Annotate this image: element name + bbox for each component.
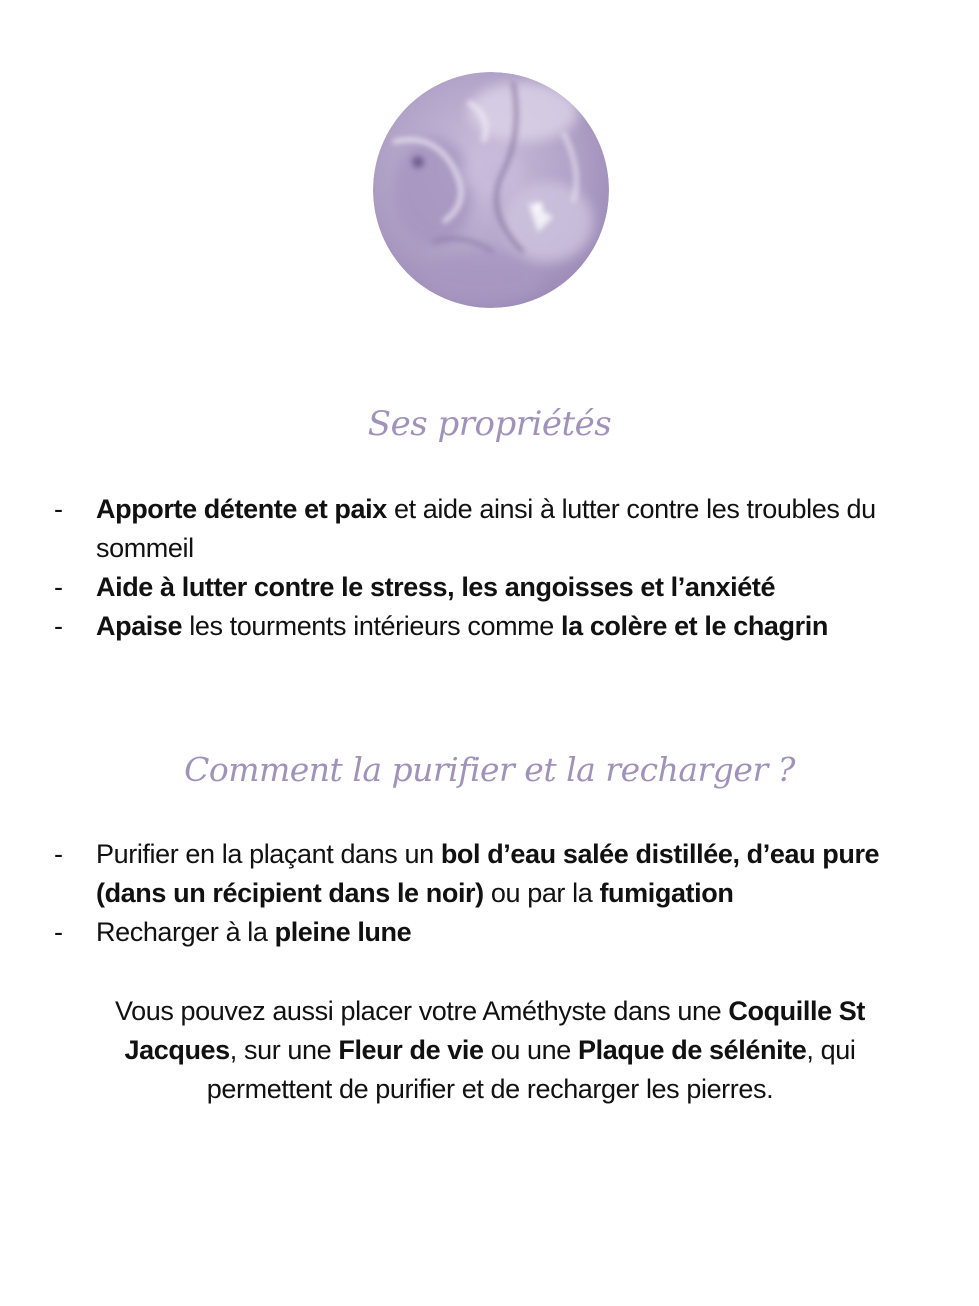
amethyst-stone-icon: [373, 72, 609, 308]
bold-text: pleine lune: [274, 917, 412, 947]
paragraph-text: Vous pouvez aussi placer votre Améthyste dans une: [115, 996, 729, 1026]
bold-text: Apporte détente et paix: [96, 494, 387, 524]
paragraph-text: , qui permettent de purifier et de recharger les pierres.: [206, 1035, 856, 1104]
list-dash: -: [54, 494, 63, 524]
closing-paragraph: [60, 992, 920, 1109]
list-item: [0, 913, 979, 952]
list-text: et aide ainsi à lutter contre les troubles du sommeil: [96, 494, 876, 563]
list-text: Purifier en la plaçant dans un: [96, 839, 441, 869]
properties-list: [0, 490, 979, 646]
bold-text: Plaque de sélénite: [578, 1035, 807, 1065]
list-dash: -: [54, 611, 63, 641]
paragraph-text: , sur une: [229, 1035, 339, 1065]
list-item: [0, 490, 979, 568]
purify-list: [0, 835, 979, 952]
bold-text: fumigation: [599, 878, 734, 908]
list-item: [0, 607, 979, 646]
paragraph-text: ou une: [483, 1035, 579, 1065]
list-item: [0, 835, 979, 913]
bold-text: Coquille St Jacques: [124, 996, 865, 1065]
list-item: [0, 568, 979, 607]
list-text: les tourments intérieurs comme: [182, 611, 561, 641]
bold-text: Fleur de vie: [338, 1035, 484, 1065]
bold-text: Aide à lutter contre le stress, les angoisses et l’anxiété: [96, 572, 776, 602]
bold-text: bol d’eau salée distillée, d’eau pure (dans un récipient dans le noir): [96, 839, 880, 908]
bold-text: Apaise: [96, 611, 183, 641]
section-title-purify: Comment la purifier et la recharger ?: [184, 750, 795, 789]
section-title-properties: Ses propriétés: [367, 404, 612, 444]
list-text: ou par la: [483, 878, 600, 908]
list-dash: -: [54, 839, 63, 869]
list-text: Recharger à la: [96, 917, 275, 947]
list-dash: -: [54, 572, 63, 602]
list-dash: -: [54, 917, 63, 947]
bold-text: la colère et le chagrin: [561, 611, 828, 641]
